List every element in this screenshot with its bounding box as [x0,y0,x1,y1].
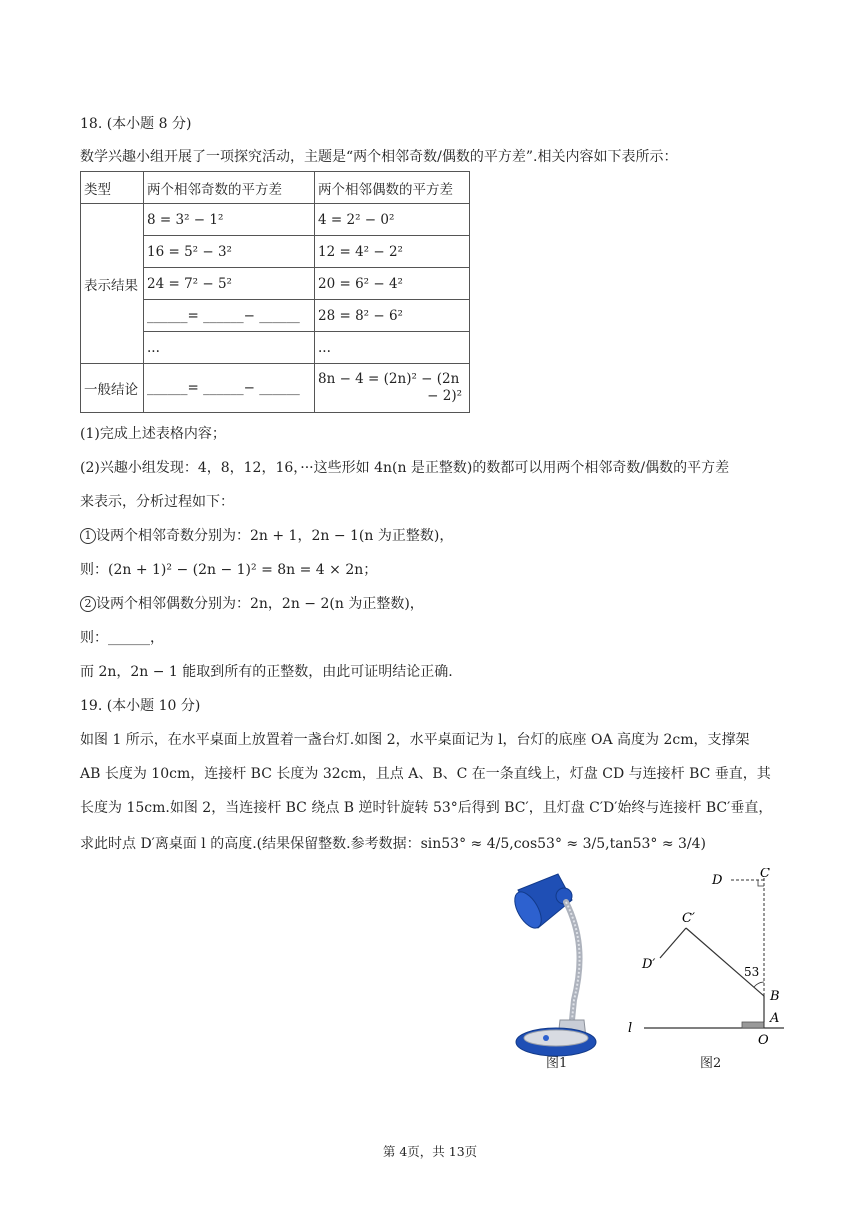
general-even [315,364,470,413]
q19-para-1: 如图 1 所示，在水平桌面上放置着一盏台灯.如图 2，水平桌面记为 l，台灯的底座 OA 高度为 2cm，支撑架 [80,732,750,748]
step1-number: 1 [80,528,96,544]
q18-header: 18. (本小题 8 分) [80,116,192,132]
odd-row-4-blank: ______= ______− ______ [144,300,315,332]
table-header-odd: 两个相邻奇数的平方差 [144,172,315,204]
q18-step2-then: 则：______， [80,630,164,646]
even-row-ellipsis: ... [315,332,470,364]
label-Dprime: D′ [642,957,656,972]
angle-arc [754,982,764,987]
page-footer: 第 4页，共 13页 [382,1144,478,1159]
step2-text: 设两个相邻偶数分别为：2n，2n − 2(n 为正整数)， [96,596,424,612]
label-l: l [628,1021,633,1036]
general-even-line1: 8n − 4 = (2n)² − (2n [318,371,460,387]
odd-row-ellipsis: ... [144,332,315,364]
q19-para-2: AB 长度为 10cm，连接杆 BC 长度为 32cm，且点 A、B、C 在一条直线上，灯盘 CD 与连接杆 BC 垂直，其 [80,766,771,782]
step1-text: 设两个相邻奇数分别为：2n + 1，2n − 1(n 为正整数)， [96,528,454,544]
q18-step1 [80,526,453,546]
q18-step2 [80,594,424,614]
q19-para-3: 长度为 15cm.如图 2，当连接杆 BC 绕点 B 逆时针旋转 53°后得到 BC′，且灯盘 C′D′始终与连接杆 BC′垂直， [80,800,773,816]
q18-conclusion: 而 2n，2n − 1 能取到所有的正整数，由此可证明结论正确. [80,664,453,680]
even-row-1: 4 = 2² − 0² [315,204,470,236]
figure1-lamp [500,870,610,1070]
even-row-3: 20 = 6² − 4² [315,268,470,300]
even-row-4: 28 = 8² − 6² [315,300,470,332]
general-odd-blank: ______= ______− ______ [144,364,315,413]
even-row-2: 12 = 4² − 2² [315,236,470,268]
figure1-caption: 图1 [546,1056,568,1071]
q18-part2b: 来表示，分析过程如下： [80,494,234,510]
base-OA [742,1022,764,1028]
table-header-even: 两个相邻偶数的平方差 [315,172,470,204]
lamp-neck [566,902,580,1020]
segment-BCprime [686,928,764,996]
figure2-diagram [620,868,790,1058]
label-B: B [770,989,780,1004]
label-D: D [712,873,723,888]
segment-CprimeDprime [660,928,686,958]
row-label-results: 表示结果 [81,204,144,364]
q18-part1: (1)完成上述表格内容； [80,426,226,442]
table-header-type: 类型 [81,172,144,204]
row-label-general: 一般结论 [81,364,144,413]
q18-part2: (2)兴趣小组发现：4，8，12，16，···这些形如 4n(n 是正整数)的数都可以用两个相邻奇数/偶数的平方差 [80,460,730,476]
q18-table [80,171,470,413]
label-O: O [758,1033,769,1048]
q19-para-4: 求此时点 D′离桌面 l 的高度.(结果保留整数.参考数据：sin53° ≈ 4/5,cos53° ≈ 3/5,tan53° ≈ 3/4) [80,836,707,852]
label-Cprime: C′ [682,911,695,926]
step2-number: 2 [80,596,96,612]
q19-header: 19. (本小题 10 分) [80,698,201,714]
label-angle: 53 [744,965,760,979]
odd-row-1: 8 = 3² − 1² [144,204,315,236]
q18-step1-then: 则：(2n + 1)² − (2n − 1)² = 8n = 4 × 2n； [80,562,378,578]
q18-intro: 数学兴趣小组开展了一项探究活动，主题是“两个相邻奇数/偶数的平方差”.相关内容如下表所示： [80,149,678,165]
general-even-line2: − 2)² [427,388,462,404]
odd-row-2: 16 = 5² − 3² [144,236,315,268]
label-A: A [770,1011,780,1026]
label-C: C [760,868,770,881]
figure2-caption: 图2 [700,1056,722,1071]
odd-row-3: 24 = 7² − 5² [144,268,315,300]
